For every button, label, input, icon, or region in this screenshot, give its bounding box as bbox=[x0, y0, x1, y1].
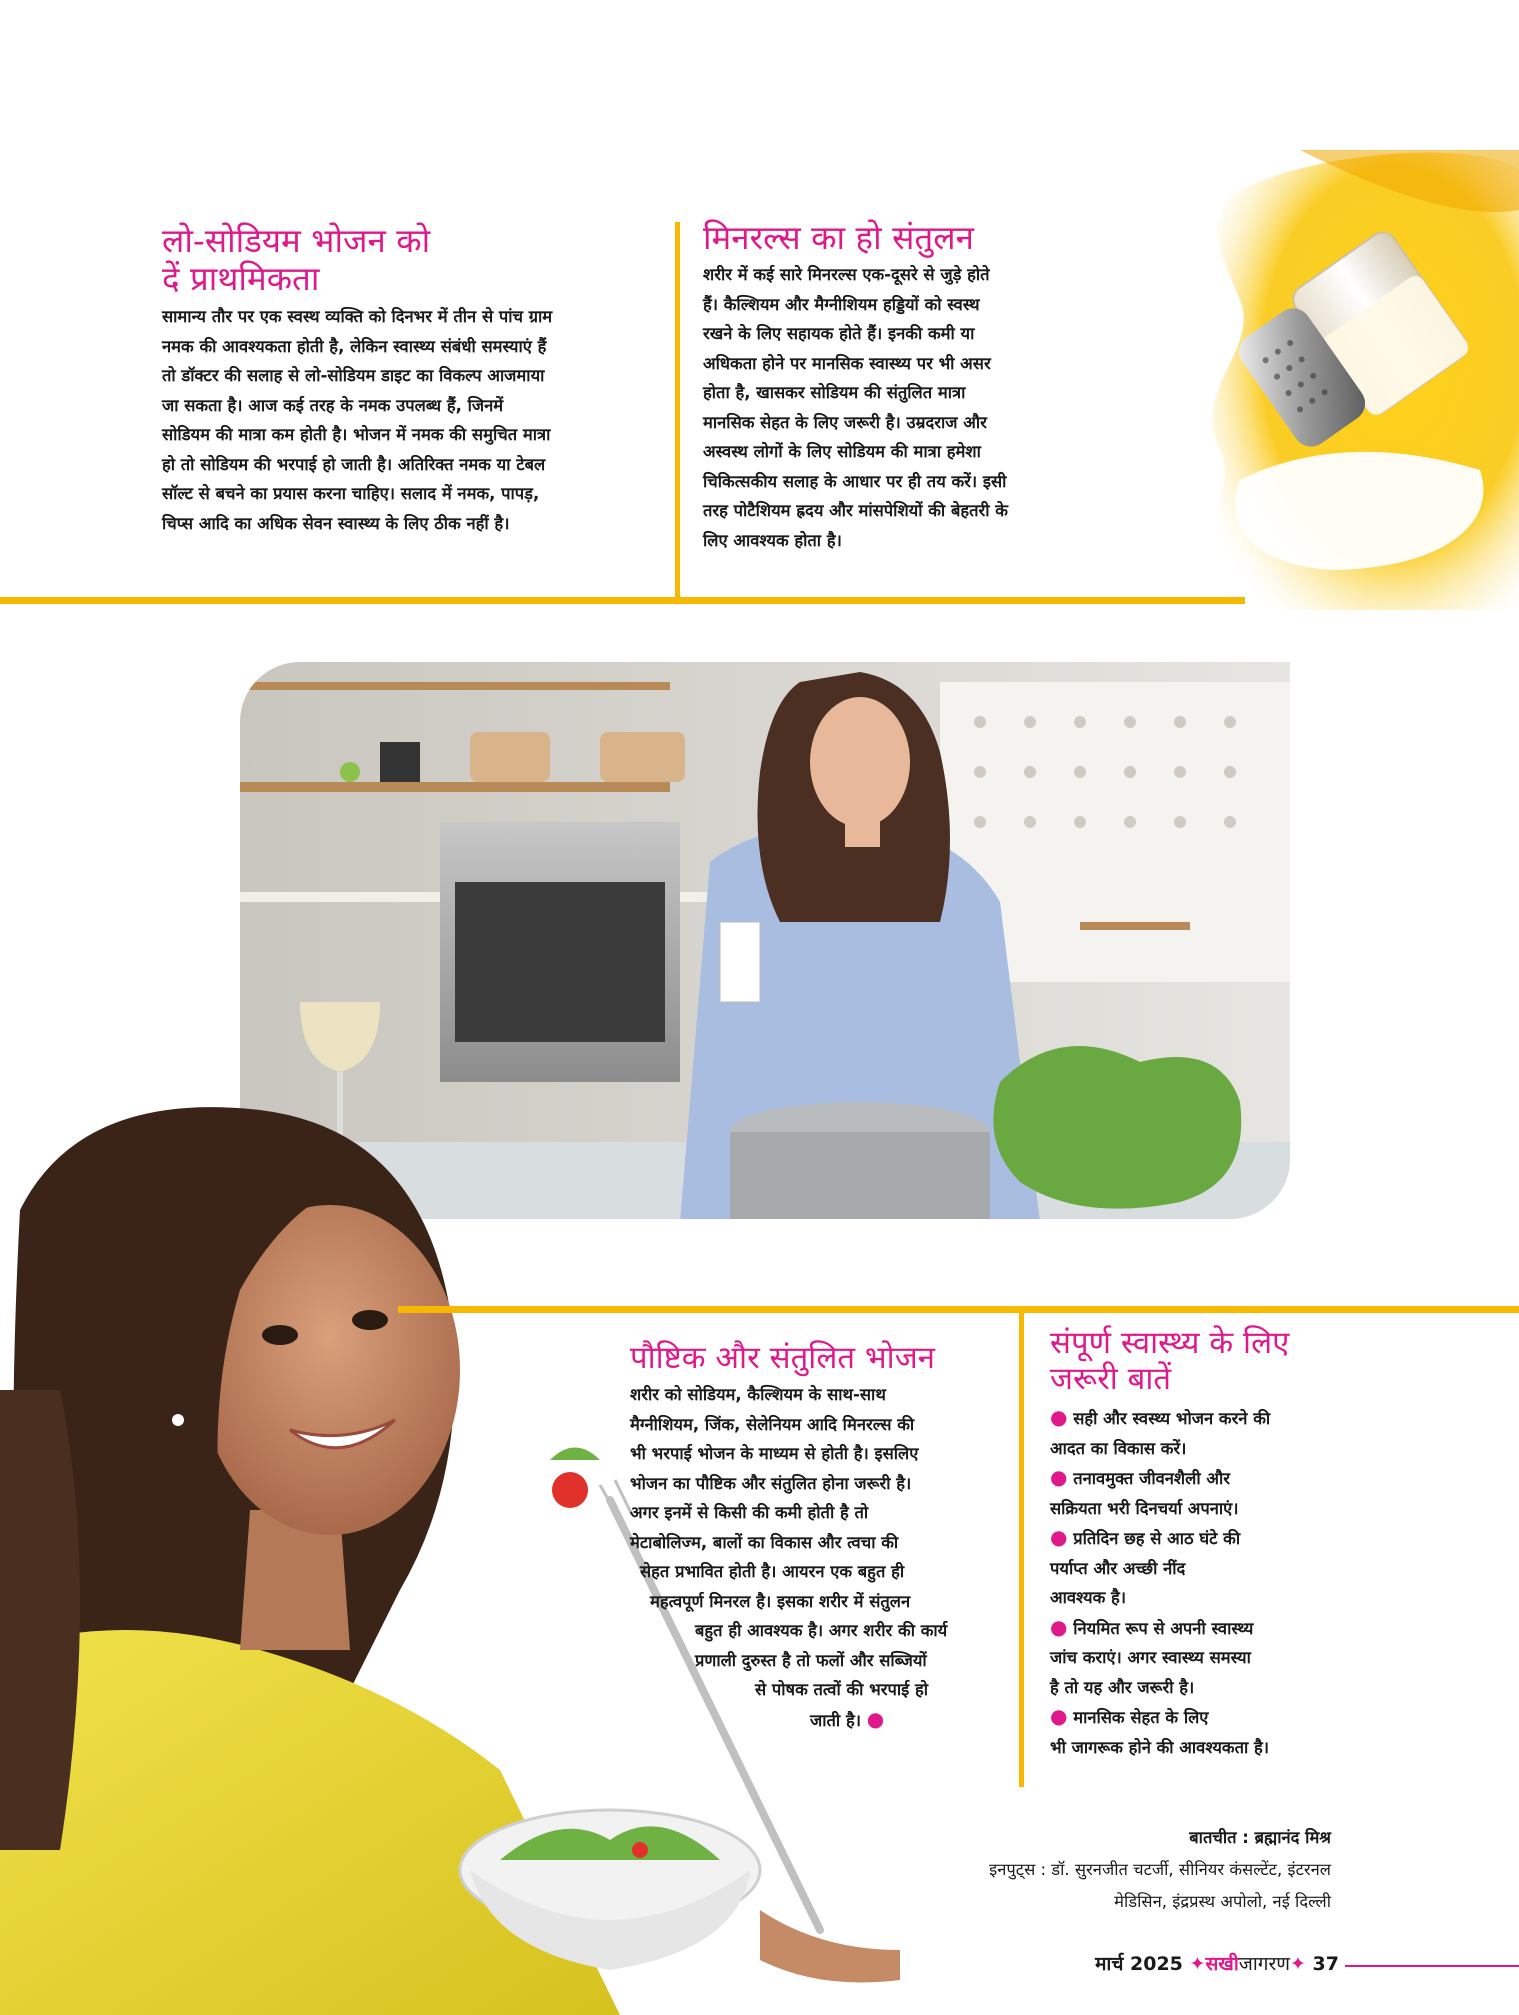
credits bbox=[989, 1822, 1331, 1918]
body-line: तरह पोटैशियम ह्रदय और मांसपेशियों की बेहतरी के bbox=[703, 501, 1008, 520]
body-line: सॉल्ट से बचने का प्रयास करना चाहिए। सलाद में नमक, पापड़, bbox=[162, 484, 540, 503]
tip-line: भी जागरूक होने की आवश्यकता है। bbox=[1050, 1737, 1270, 1757]
salt-shaker-illustration bbox=[1180, 150, 1519, 610]
bullet-dot: ● bbox=[1050, 1405, 1068, 1429]
section-body bbox=[703, 260, 1143, 555]
body-line: से पोषक तत्वों की भरपाई हो bbox=[755, 1680, 929, 1699]
body-line: जाती है। bbox=[810, 1710, 861, 1730]
tip-line: मानसिक सेहत के लिए bbox=[1073, 1708, 1209, 1727]
section-nutritious-food bbox=[630, 1338, 1010, 1735]
body-line: चिकित्सकीय सलाह के आधार पर ही तय करें। इसी bbox=[703, 471, 1007, 491]
section-rule-bottom bbox=[398, 1306, 1519, 1313]
end-mark: ● bbox=[866, 1706, 885, 1731]
section-rule-top bbox=[0, 597, 1245, 604]
body-line: सामान्य तौर पर एक स्वस्थ व्यक्ति को दिनभर में तीन से पांच ग्राम bbox=[162, 307, 553, 326]
section-heading: मिनरल्स का हो संतुलन bbox=[703, 218, 974, 257]
tip-item bbox=[1050, 1463, 1340, 1523]
body-line: मानसिक सेहत के लिए जरूरी है। उम्रदराज और bbox=[703, 412, 987, 432]
heading-line: दें प्राथमिकता bbox=[162, 259, 320, 298]
section-body bbox=[162, 302, 662, 538]
tip-line: आवश्यक है। bbox=[1050, 1588, 1127, 1607]
body-line: बहुत ही आवश्यक है। अगर शरीर की कार्य bbox=[695, 1621, 948, 1640]
tip-line: आदत का विकास करें। bbox=[1050, 1438, 1187, 1458]
column-divider-bottom bbox=[1019, 1312, 1024, 1787]
body-line: लिए आवश्यक होता है। bbox=[703, 530, 842, 550]
tip-item bbox=[1050, 1702, 1340, 1762]
bullet-dot: ● bbox=[1050, 1525, 1068, 1549]
section-heading bbox=[1050, 1325, 1340, 1397]
bullet-dot: ● bbox=[1050, 1704, 1068, 1728]
tip-item bbox=[1050, 1613, 1340, 1703]
body-line: भी भरपाई भोजन के माध्यम से होती है। इसलिए bbox=[630, 1444, 919, 1463]
tip-line: है तो यह और जरूरी है। bbox=[1050, 1677, 1195, 1697]
column-divider bbox=[675, 222, 680, 600]
tip-line: पर्याप्त और अच्छी नींद bbox=[1050, 1558, 1186, 1578]
bullet-dot: ● bbox=[1050, 1465, 1068, 1489]
body-line: रखने के लिए सहायक होते हैं। इनकी कमी या bbox=[703, 324, 975, 343]
body-line: शरीर को सोडियम, कैल्शियम के साथ-साथ bbox=[630, 1385, 886, 1404]
body-line: चिप्स आदि का अधिक सेवन स्वास्थ्य के लिए ठीक नहीं है। bbox=[162, 513, 510, 533]
tip-line: सक्रियता भरी दिनचर्या अपनाएं। bbox=[1050, 1498, 1239, 1518]
section-body bbox=[630, 1380, 1010, 1735]
section-heading: पौष्टिक और संतुलित भोजन bbox=[630, 1340, 935, 1376]
tip-line: नियमित रूप से अपनी स्वास्थ्य bbox=[1073, 1618, 1254, 1638]
body-line: होता है, खासकर सोडियम की संतुलित मात्रा bbox=[703, 383, 966, 402]
tip-line: प्रतिदिन छह से आठ घंटे की bbox=[1073, 1529, 1241, 1548]
inputs-credit-line: इनपुट्स : डॉ. सुरनजीत चटर्जी, सीनियर कंसल्टेंट, इंटरनल bbox=[989, 1860, 1331, 1879]
body-line: अस्वस्थ लोगों के लिए सोडियम की मात्रा हमेशा bbox=[703, 442, 981, 461]
section-health-tips bbox=[1050, 1325, 1340, 1762]
star-icon: ✦ bbox=[1189, 1953, 1206, 1975]
page-footer bbox=[1095, 1950, 1339, 1976]
interview-credit: बातचीत : ब्रह्मानंद मिश्र bbox=[1189, 1828, 1331, 1847]
body-line: सोडियम की मात्रा कम होती है। भोजन में नमक की समुचित मात्रा bbox=[162, 425, 551, 444]
body-line: सेहत प्रभावित होती है। आयरन एक बहुत ही bbox=[640, 1562, 905, 1581]
brand-name-part: जागरण bbox=[1238, 1953, 1290, 1975]
body-line: हैं। कैल्शियम और मैग्नीशियम हड्डियों को स्वस्थ bbox=[703, 294, 980, 314]
tip-line: जांच कराएं। अगर स्वास्थ्य समस्या bbox=[1050, 1648, 1251, 1667]
section-heading bbox=[162, 222, 662, 298]
body-line: मेटाबोलिज्म, बालों का विकास और त्वचा की bbox=[630, 1532, 899, 1552]
body-line: अगर इनमें से किसी की कमी होती है तो bbox=[630, 1503, 869, 1522]
tip-line: सही और स्वस्थ्य भोजन करने की bbox=[1073, 1409, 1271, 1428]
body-line: तो डॉक्टर की सलाह से लो-सोडियम डाइट का विकल्प आजमाया bbox=[162, 366, 545, 385]
body-line: जा सकता है। आज कई तरह के नमक उपलब्ध हैं, जिनमें bbox=[162, 395, 504, 415]
body-line: महत्वपूर्ण मिनरल है। इसका शरीर में संतुलन bbox=[650, 1591, 911, 1611]
brand-name-part: सखी bbox=[1205, 1953, 1239, 1975]
bullet-dot: ● bbox=[1050, 1614, 1068, 1639]
footer-rule bbox=[1345, 1965, 1519, 1967]
page-number: 37 bbox=[1312, 1953, 1339, 1975]
section-minerals bbox=[703, 218, 1143, 555]
body-line: शरीर में कई सारे मिनरल्स एक-दूसरे से जुड़े होते bbox=[703, 265, 990, 284]
body-line: मैग्नीशियम, जिंक, सेलेनियम आदि मिनरल्स की bbox=[630, 1414, 915, 1434]
tip-item bbox=[1050, 1523, 1340, 1613]
issue-date: मार्च 2025 bbox=[1095, 1953, 1183, 1975]
tips-list bbox=[1050, 1403, 1340, 1762]
star-icon: ✦ bbox=[1290, 1953, 1306, 1975]
body-line: अधिकता होने पर मानसिक स्वास्थ्य पर भी असर bbox=[703, 353, 991, 373]
body-line: हो तो सोडियम की भरपाई हो जाती है। अतिरिक्त नमक या टेबल bbox=[162, 454, 546, 474]
body-line: भोजन का पौष्टिक और संतुलित होना जरूरी है। bbox=[630, 1473, 912, 1493]
heading-line: जरूरी बातें bbox=[1050, 1361, 1172, 1397]
inputs-credit-line: मेडिसिन, इंद्रप्रस्थ अपोलो, नई दिल्ली bbox=[1114, 1892, 1331, 1911]
body-line-last bbox=[630, 1705, 1010, 1736]
body-line: नमक की आवश्यकता होती है, लेकिन स्वास्थ्य संबंधी समस्याएं हैं bbox=[162, 336, 547, 356]
heading-line: संपूर्ण स्वास्थ्य के लिए bbox=[1050, 1325, 1290, 1361]
heading-line: लो-सोडियम भोजन को bbox=[162, 221, 431, 260]
section-low-sodium bbox=[162, 222, 662, 538]
body-line: प्रणाली दुरुस्त है तो फलों और सब्जियों bbox=[695, 1650, 927, 1670]
tip-line: तनावमुक्त जीवनशैली और bbox=[1073, 1469, 1230, 1488]
tip-item bbox=[1050, 1403, 1340, 1463]
